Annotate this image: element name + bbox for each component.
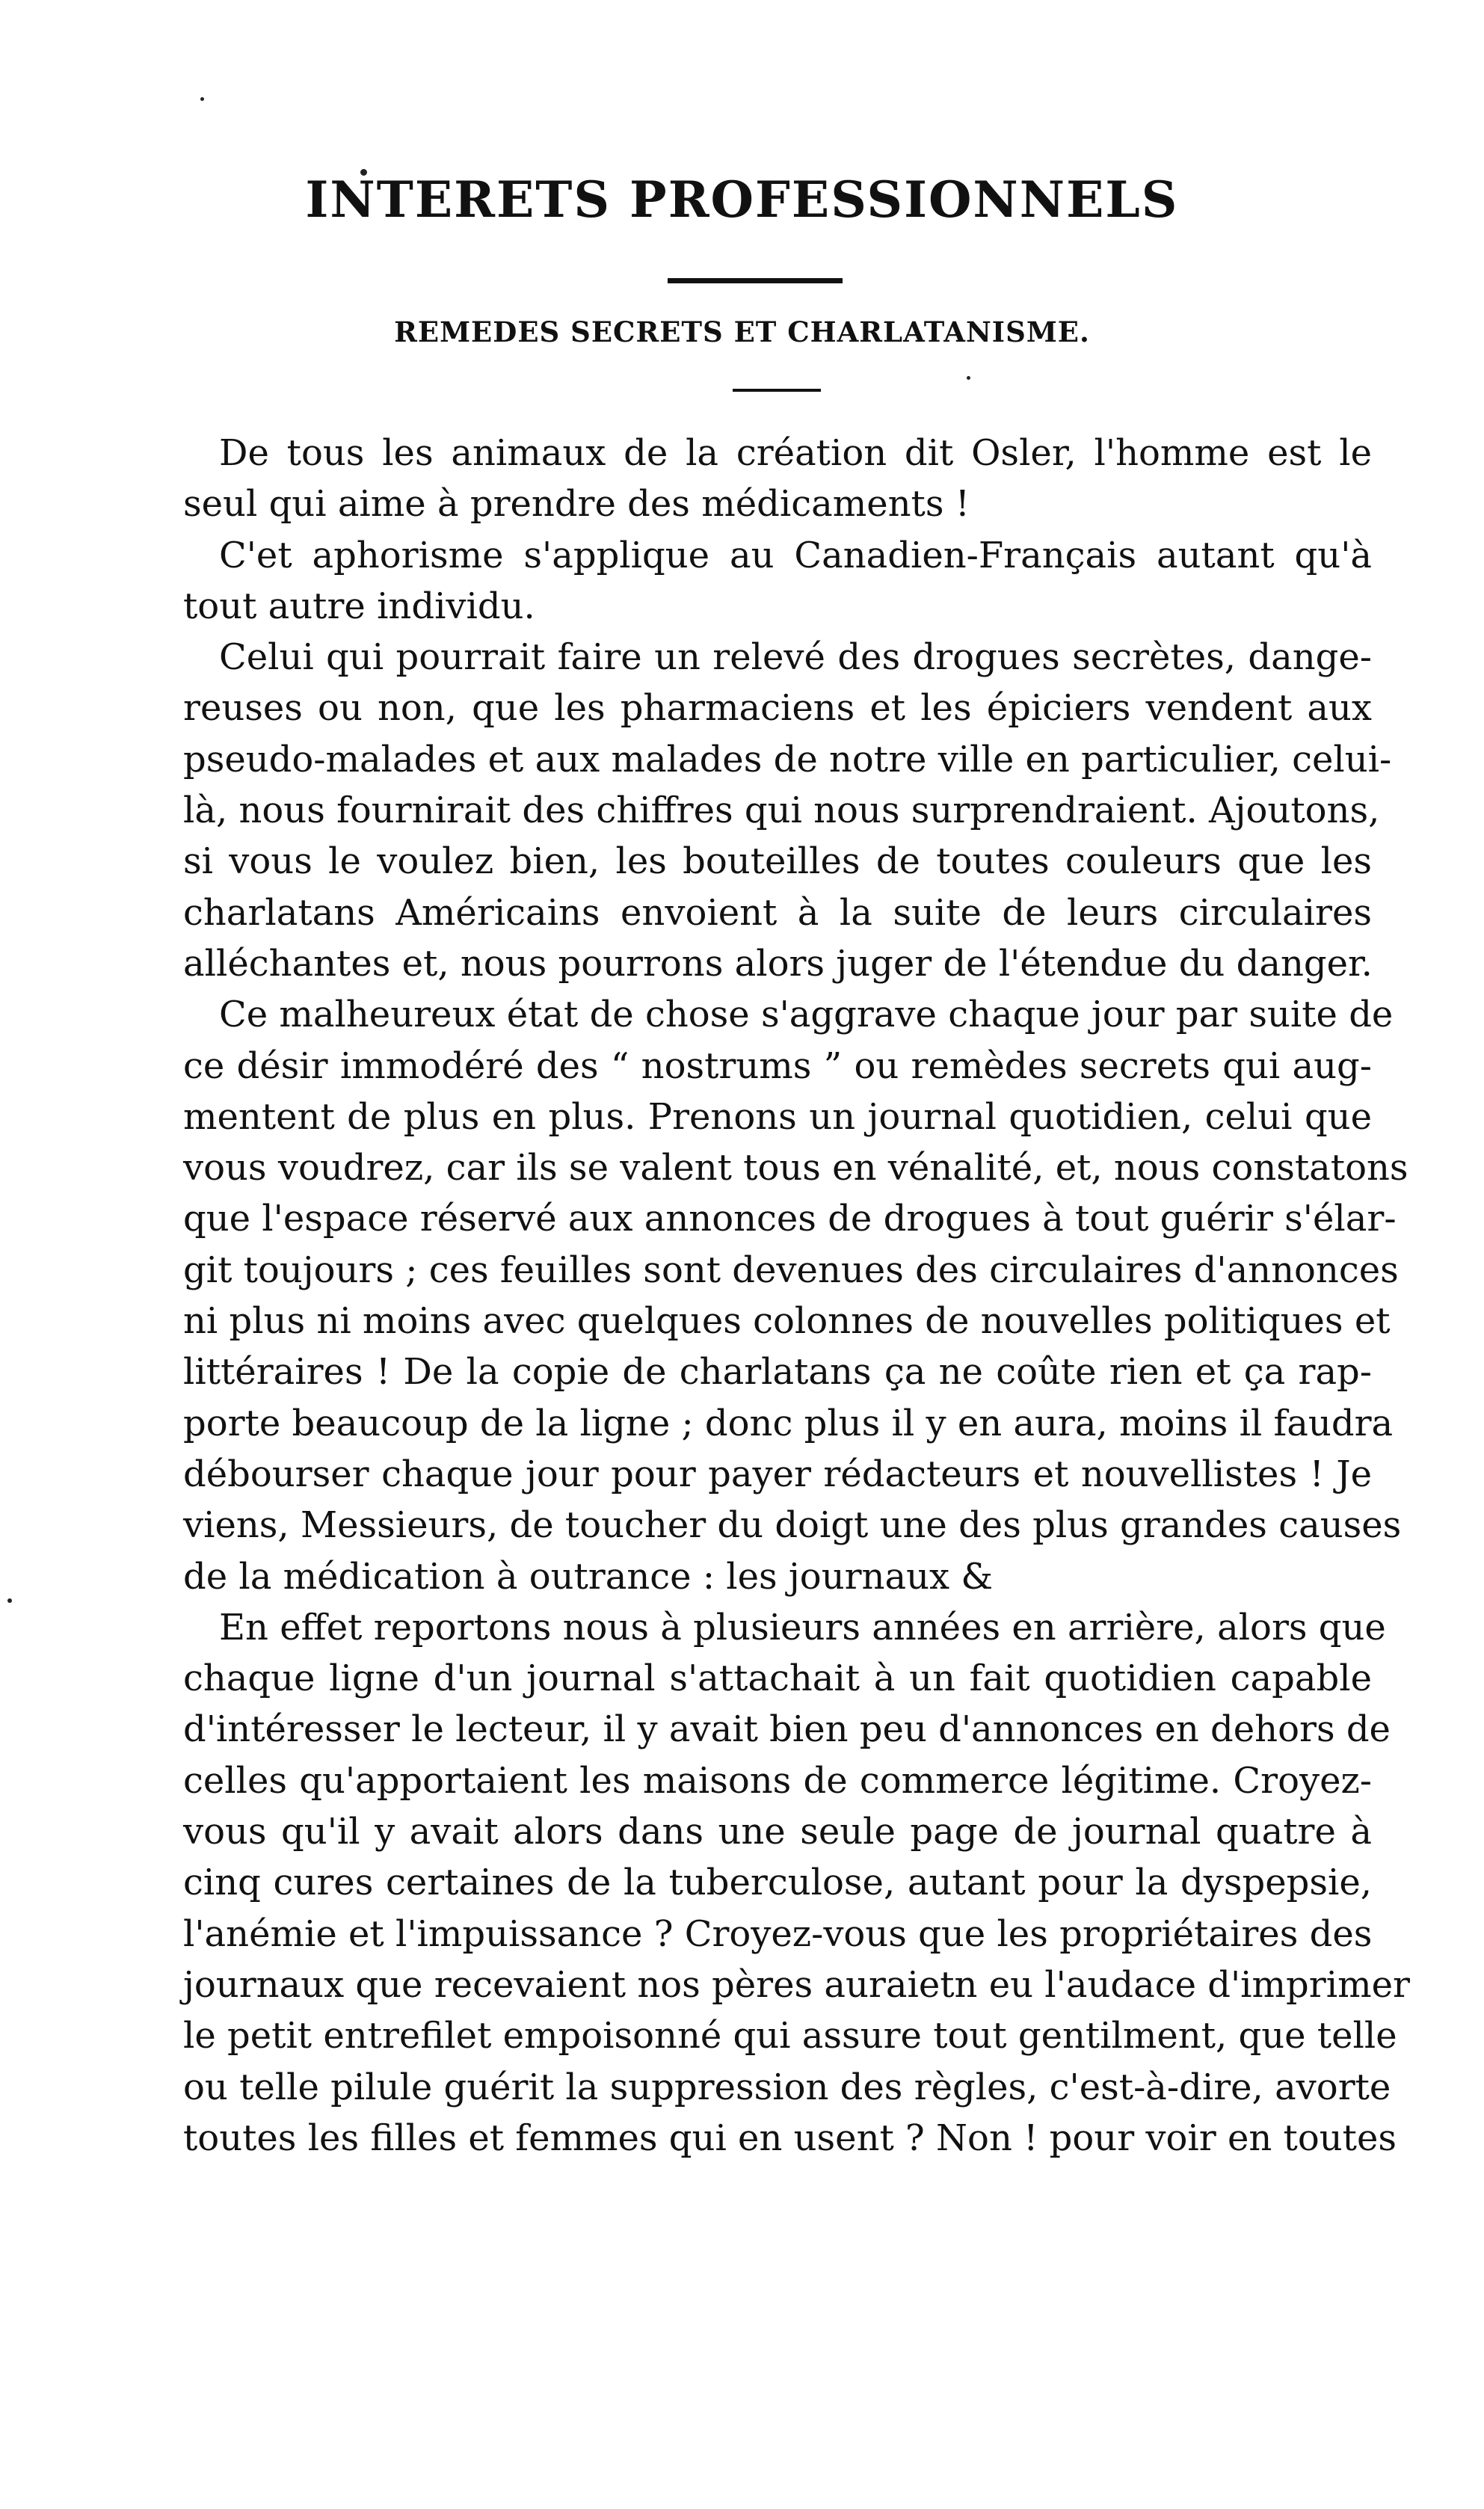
text-line: seul qui aime à prendre des médicaments ! [183, 483, 970, 526]
text-line: celles qu'apportaient les maisons de commerce légitime. Croyez- [183, 1759, 1372, 1802]
text-line: git toujours ; ces feuilles sont devenues des circulaires d'annonces [183, 1249, 1399, 1291]
text-line: porte beaucoup de la ligne ; donc plus il y en aura, moins il faudra [183, 1402, 1394, 1444]
text-line: Ce malheureux état de chose s'aggrave chaque jour par suite de [219, 994, 1394, 1036]
text-line: alléchantes et, nous pourrons alors juger de l'étendue du danger. [183, 942, 1373, 985]
text-line: ou telle pilule guérit la suppression des règles, c'est-à-dire, avorte [183, 2066, 1391, 2108]
text-line: viens, Messieurs, de toucher du doigt une des plus grandes causes [183, 1504, 1402, 1547]
paragraph [183, 530, 1372, 632]
text-line: si vous le voulez bien, les bouteilles de toutes couleurs que les [183, 840, 1372, 883]
article-body [183, 428, 1410, 2164]
text-line: journaux que recevaient nos pères auraietn eu l'audace d'imprimer [183, 1963, 1410, 2006]
section-subtitle: REMEDES SECRETS ET CHARLATANISME. [394, 315, 1090, 348]
paragraph [183, 428, 1372, 530]
text-line: charlatans Américains envoient à la suite de leurs circulaires [183, 891, 1372, 934]
text-line: cinq cures certaines de la tuberculose, autant pour la dyspepsie, [183, 1862, 1372, 1904]
text-line: l'anémie et l'impuissance ? Croyez-vous que les propriétaires des [183, 1912, 1373, 1955]
text-line: vous qu'il y avait alors dans une seule page de journal quatre à [183, 1811, 1372, 1853]
page-title: INTERETS PROFESSIONNELS [305, 170, 1179, 229]
text-line: reuses ou non, que les pharmaciens et les épiciers vendent aux [183, 687, 1372, 730]
paragraph [183, 632, 1392, 989]
text-line: littéraires ! De la copie de charlatans ça ne coûte rien et ça rap- [183, 1351, 1372, 1394]
text-line: toutes les filles et femmes qui en usent ? Non ! pour voir en toutes [183, 2117, 1397, 2159]
print-speck [967, 376, 970, 380]
text-line: le petit entrefilet empoisonné qui assure tout gentilment, que telle [183, 2015, 1397, 2057]
print-speck [7, 1598, 12, 1603]
text-line: chaque ligne d'un journal s'attachait à un fait quotidien capable [183, 1657, 1372, 1700]
text-line: ni plus ni moins avec quelques colonnes de nouvelles politiques et [183, 1300, 1391, 1343]
title-divider [668, 278, 843, 283]
text-line: là, nous fournirait des chiffres qui nous surprendraient. Ajoutons, [183, 789, 1380, 832]
text-line: En effet reportons nous à plusieurs années en arrière, alors que [219, 1606, 1386, 1648]
subtitle-divider [733, 389, 821, 392]
text-line: tout autre individu. [183, 585, 535, 627]
text-line: De tous les animaux de la création dit Osler, l'homme est le [219, 432, 1372, 474]
text-line: que l'espace réservé aux annonces de drogues à tout guérir s'élar- [183, 1198, 1397, 1240]
text-line: C'et aphorisme s'applique au Canadien-Français autant qu'à [219, 534, 1372, 576]
text-line: ce désir immodéré des “ nostrums ” ou remèdes secrets qui aug- [183, 1044, 1372, 1087]
text-line: d'intéresser le lecteur, il y avait bien peu d'annonces en dehors de [183, 1708, 1391, 1751]
print-speck [200, 97, 204, 101]
text-line: débourser chaque jour pour payer rédacteurs et nouvellistes ! Je [183, 1453, 1372, 1495]
text-line: mentent de plus en plus. Prenons un journal quotidien, celui que [183, 1095, 1372, 1138]
paragraph [183, 989, 1408, 1602]
text-line: Celui qui pourrait faire un relevé des drogues secrètes, dange- [219, 636, 1372, 679]
text-line: de la médication à outrance : les journaux & [183, 1555, 994, 1598]
text-line: vous voudrez, car ils se valent tous en vénalité, et, nous constatons [183, 1147, 1408, 1189]
text-line: pseudo-malades et aux malades de notre ville en particulier, celui- [183, 738, 1392, 781]
paragraph [183, 1602, 1410, 2164]
